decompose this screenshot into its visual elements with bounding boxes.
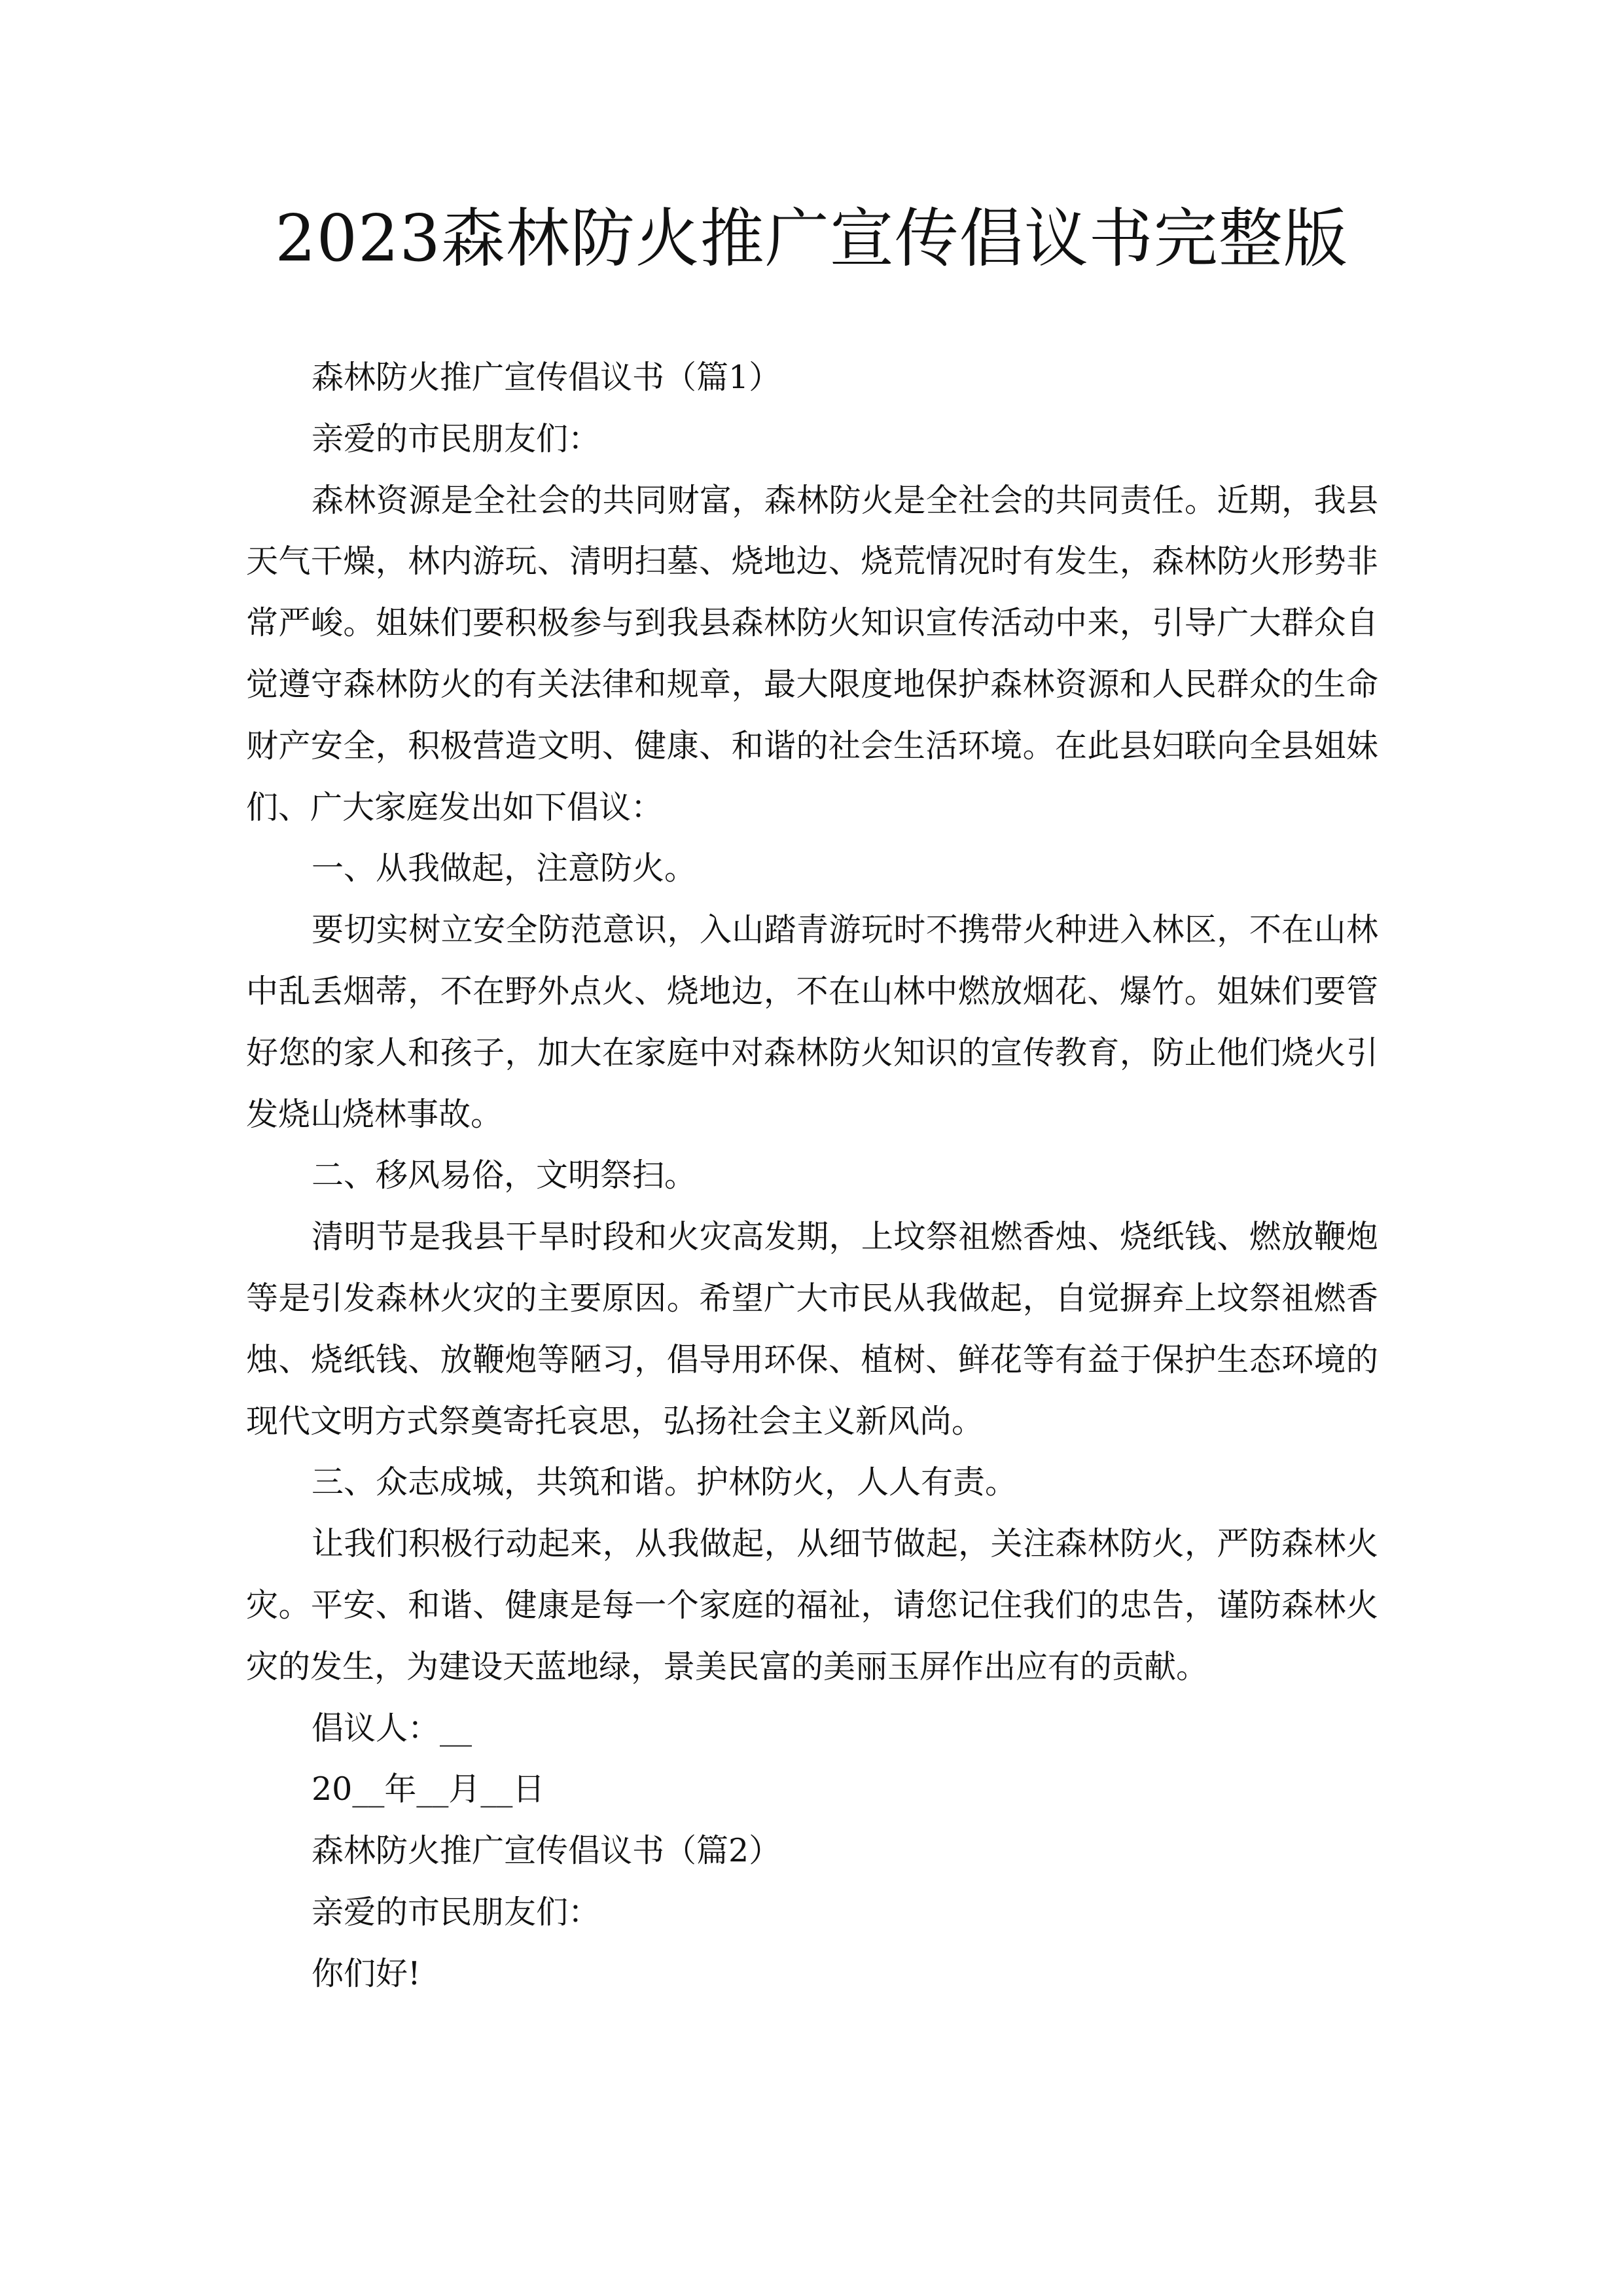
- text-line: 天气干燥，林内游玩、清明扫墓、烧地边、烧荒情况时有发生，森林防火形势非: [246, 543, 1378, 581]
- text-line: 森林资源是全社会的共同财富，森林防火是全社会的共同责任。近期，我县: [312, 481, 1378, 519]
- paragraph: [246, 838, 1378, 899]
- paragraph: [246, 1882, 1378, 1943]
- text-line: 亲爱的市民朋友们：: [312, 420, 601, 457]
- paragraph: [246, 1452, 1378, 1513]
- paragraph: [246, 1206, 1378, 1452]
- text-line: 觉遵守森林防火的有关法律和规章，最大限度地保护森林资源和人民群众的生命: [246, 665, 1378, 703]
- text-line: 财产安全，积极营造文明、健康、和谐的社会生活环境。在此县妇联向全县姐妹: [246, 726, 1378, 764]
- text-line: 你们好!: [312, 1954, 421, 1992]
- paragraph: [246, 1943, 1378, 2005]
- document-body: [246, 347, 1378, 2005]
- text-line: 好您的家人和孩子，加大在家庭中对森林防火知识的宣传教育，防止他们烧火引: [246, 1033, 1378, 1071]
- text-line: 要切实树立安全防范意识，入山踏青游玩时不携带火种进入林区，不在山林: [312, 911, 1378, 949]
- text-line: 森林防火推广宣传倡议书（篇1）: [312, 359, 781, 396]
- text-line: 们、广大家庭发出如下倡议：: [246, 788, 664, 826]
- paragraph: [246, 470, 1378, 838]
- text-line: 让我们积极行动起来，从我做起，从细节做起，关注森林防火，严防森林火: [312, 1525, 1378, 1563]
- text-line: 亲爱的市民朋友们：: [312, 1893, 601, 1931]
- text-line: 森林防火推广宣传倡议书（篇2）: [312, 1832, 781, 1870]
- paragraph: [246, 347, 1378, 408]
- text-line: 一、从我做起，注意防火。: [312, 850, 697, 888]
- text-line: 清明节是我县干旱时段和火灾高发期，上坟祭祖燃香烛、烧纸钱、燃放鞭炮: [312, 1218, 1378, 1256]
- paragraph: [246, 1145, 1378, 1206]
- text-line: 现代文明方式祭奠寄托哀思，弘扬社会主义新风尚。: [246, 1402, 984, 1440]
- text-line: 倡议人：__: [312, 1709, 473, 1747]
- paragraph: [246, 1513, 1378, 1697]
- text-line: 发烧山烧林事故。: [246, 1095, 503, 1133]
- paragraph: [246, 1698, 1378, 1759]
- paragraph: [246, 1820, 1378, 1882]
- text-line: 烛、烧纸钱、放鞭炮等陋习，倡导用环保、植树、鲜花等有益于保护生态环境的: [246, 1340, 1378, 1378]
- text-line: 常严峻。姐妹们要积极参与到我县森林防火知识宣传活动中来，引导广大群众自: [246, 604, 1378, 642]
- text-line: 20__年__月__日: [312, 1770, 545, 1808]
- paragraph: [246, 408, 1378, 470]
- text-line: 二、移风易俗，文明祭扫。: [312, 1157, 697, 1194]
- text-line: 三、众志成城，共筑和谐。护林防火，人人有责。: [312, 1463, 1018, 1501]
- text-line: 等是引发森林火灾的主要原因。希望广大市民从我做起，自觉摒弃上坟祭祖燃香: [246, 1279, 1378, 1317]
- paragraph: [246, 899, 1378, 1145]
- text-line: 灾的发生，为建设天蓝地绿，景美民富的美丽玉屏作出应有的贡献。: [246, 1647, 1209, 1685]
- text-line: 灾。平安、和谐、健康是每一个家庭的福祉，请您记住我们的忠告，谨防森林火: [246, 1586, 1378, 1624]
- text-line: 中乱丢烟蒂，不在野外点火、烧地边，不在山林中燃放烟花、爆竹。姐妹们要管: [246, 972, 1378, 1010]
- paragraph: [246, 1759, 1378, 1820]
- document-title: 2023森林防火推广宣传倡议书完整版: [275, 202, 1348, 276]
